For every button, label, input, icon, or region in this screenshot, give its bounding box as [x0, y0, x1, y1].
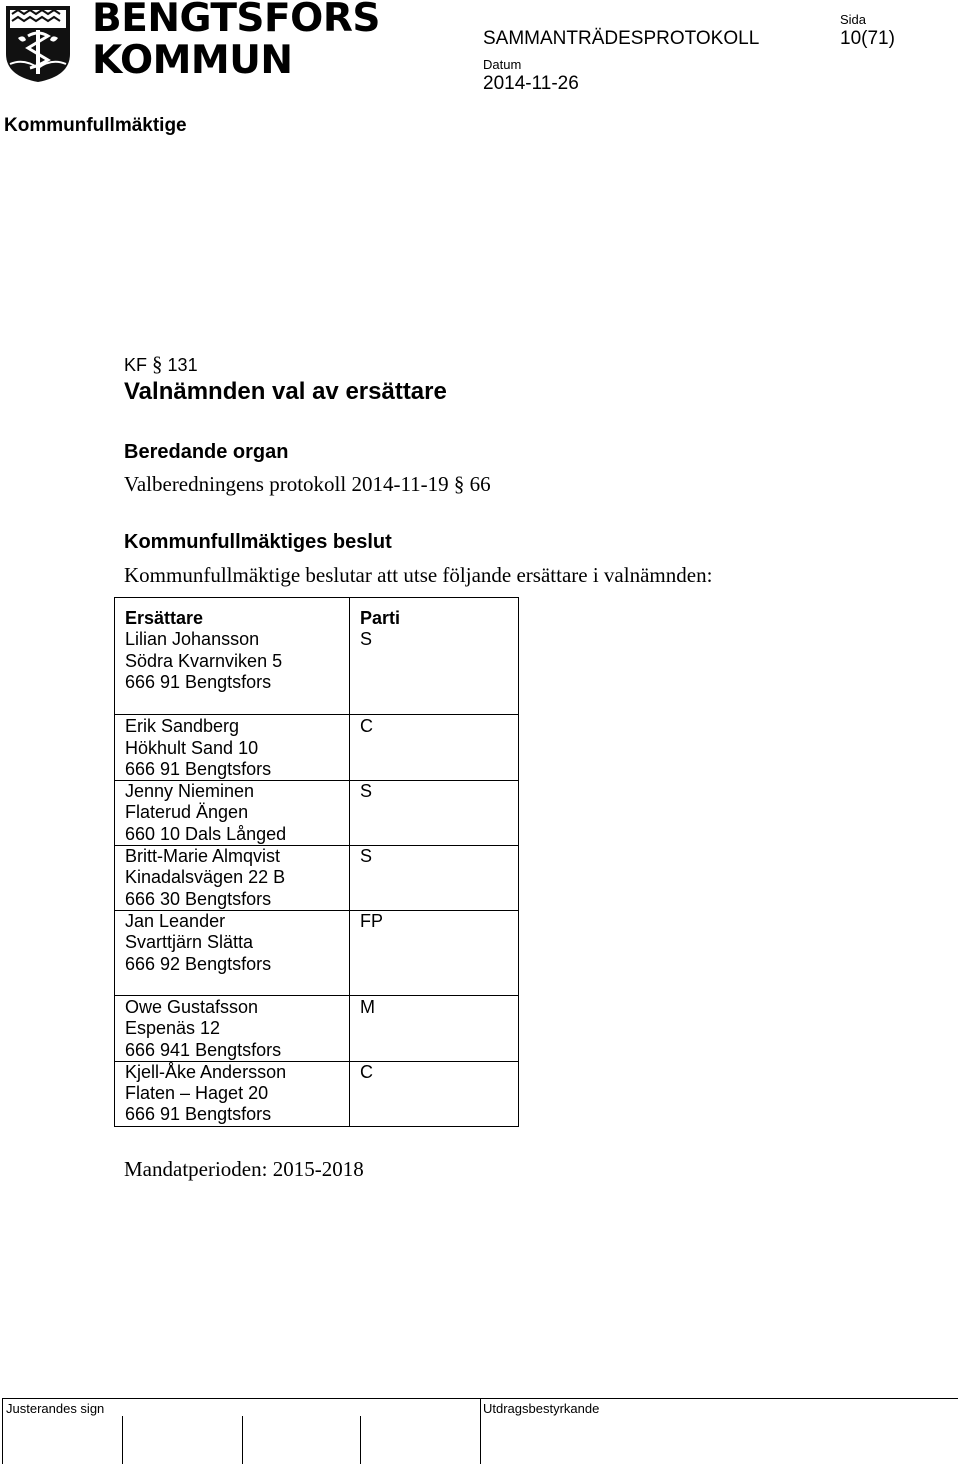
date-value: 2014-11-26 [483, 73, 579, 94]
party-cell: M [350, 995, 519, 1061]
signature-box-divider [122, 1416, 123, 1464]
party-cell: S [350, 846, 519, 911]
date-label: Datum [483, 57, 522, 72]
section-sign: § [152, 352, 163, 376]
table-row [115, 995, 519, 1061]
section-prefix: KF [124, 355, 148, 375]
table-row [115, 846, 519, 911]
substitutes-table [114, 597, 519, 1127]
member-street: Södra Kvarnviken 5 [125, 650, 283, 671]
municipality-logo-text [92, 0, 380, 82]
member-city: 666 91 Bengtsfors [125, 671, 272, 692]
member-cell [115, 781, 350, 846]
signature-box-divider [2, 1398, 3, 1464]
preparation-section-number: 66 [469, 472, 491, 496]
member-city: 666 941 Bengtsfors [125, 1039, 282, 1060]
preparation-text [124, 472, 491, 497]
member-cell [115, 1061, 350, 1126]
header-party: Parti [350, 598, 519, 630]
table-header-row [115, 598, 519, 630]
mandate-period: Mandatperioden: 2015-2018 [124, 1157, 364, 1181]
page-label: Sida [840, 12, 867, 27]
party-cell: S [350, 629, 519, 715]
header-substitute: Ersättare [115, 598, 350, 630]
table-row [115, 781, 519, 846]
logo-line-1: BENGTSFORS [92, 0, 380, 41]
member-cell [115, 629, 350, 715]
party-cell: S [350, 781, 519, 846]
member-name: Erik Sandberg [125, 716, 240, 737]
table-row [115, 715, 519, 781]
decision-heading: Kommunfullmäktiges beslut [124, 531, 392, 553]
member-street: Kinadalsvägen 22 B [125, 867, 286, 888]
signature-label: Justerandes sign [6, 1401, 105, 1416]
signature-box-divider [242, 1416, 243, 1464]
member-street: Espenäs 12 [125, 1018, 221, 1039]
section-reference [124, 352, 198, 377]
table-row [115, 629, 519, 715]
member-street: Hökhult Sand 10 [125, 737, 259, 758]
party-cell: C [350, 715, 519, 781]
member-city: 666 30 Bengtsfors [125, 888, 272, 909]
preparation-section-sign: § [453, 472, 465, 496]
signature-box-divider [360, 1416, 361, 1464]
table-row [115, 910, 519, 995]
member-street: Flaterud Ängen [125, 802, 249, 823]
member-name: Britt-Marie Almqvist [125, 846, 281, 867]
municipality-crest-icon [4, 4, 72, 84]
member-name: Jan Leander [125, 910, 226, 931]
member-city: 660 10 Dals Långed [125, 823, 287, 844]
party-cell: C [350, 1061, 519, 1126]
member-cell [115, 715, 350, 781]
member-cell [115, 995, 350, 1061]
member-name: Jenny Nieminen [125, 781, 255, 802]
section-title: Valnämnden val av ersättare [124, 378, 447, 405]
member-street: Flaten – Haget 20 [125, 1083, 269, 1104]
decision-text: Kommunfullmäktige beslutar att utse följande ersättare i valnämnden: [124, 563, 713, 587]
member-cell [115, 846, 350, 911]
logo-line-2: KOMMUN [92, 38, 293, 83]
member-cell [115, 910, 350, 995]
preparation-heading: Beredande organ [124, 441, 289, 463]
document-type: SAMMANTRÄDESPROTOKOLL [483, 28, 760, 49]
member-street: Svarttjärn Slätta [125, 932, 254, 953]
preparation-reference: Valberedningens protokoll 2014-11-19 [124, 472, 449, 496]
member-name: Lilian Johansson [125, 629, 260, 650]
member-city: 666 91 Bengtsfors [125, 1104, 272, 1125]
signature-box-divider [480, 1398, 481, 1464]
member-name: Owe Gustafsson [125, 996, 259, 1017]
member-name: Kjell-Åke Andersson [125, 1061, 287, 1082]
party-cell: FP [350, 910, 519, 995]
certification-label: Utdragsbestyrkande [483, 1401, 600, 1416]
assembly-name: Kommunfullmäktige [4, 115, 187, 136]
member-city: 666 91 Bengtsfors [125, 758, 272, 779]
table-row [115, 1061, 519, 1126]
page-number: 10(71) [840, 28, 895, 49]
member-city: 666 92 Bengtsfors [125, 953, 272, 974]
section-number: 131 [167, 355, 198, 375]
